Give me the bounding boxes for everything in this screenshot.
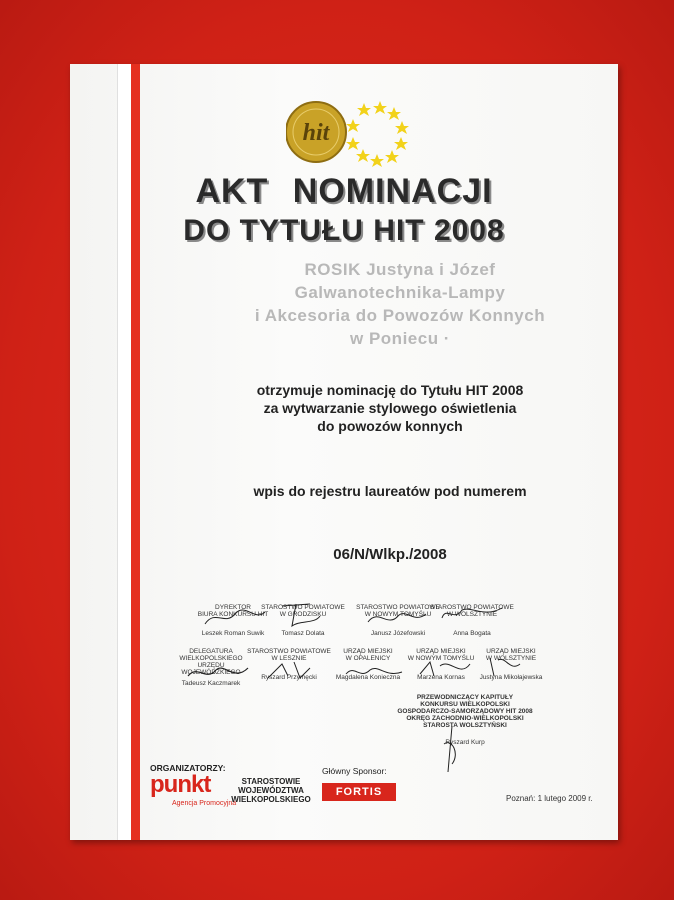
place-date: Poznań: 1 lutego 2009 r. (506, 794, 593, 803)
signature-scribble (432, 724, 472, 774)
signature-title: URZĄD MIEJSKI W OPALENICY (343, 648, 393, 662)
signature-scribble (270, 600, 350, 630)
certificate-subtitle: DO TYTUŁU HIT 2008 (183, 214, 505, 247)
certificate-paper (70, 64, 618, 840)
signature-scribble (195, 604, 275, 630)
signature-scribble (360, 604, 440, 630)
signature-name: Tadeusz Kaczmarek (181, 680, 241, 687)
signature-scribble (432, 602, 512, 628)
signature-scribble (340, 660, 410, 682)
signature-scribble (480, 654, 540, 680)
signature-title: STAROSTWO POWIATOWE W WOLSZTYNIE (430, 604, 514, 618)
signature-title: DELEGATURA WIELKOPOLSKIEGO URZĘDU WOJEWÓDZKIEGO (179, 648, 243, 676)
signature-name: Janusz Józefowski (370, 630, 426, 637)
starostwa-label: STAROSTOWIE WOJEWÓDZTWA WIELKOPOLSKIEGO (231, 777, 311, 804)
emblem-text: hit (302, 120, 330, 146)
signature-title: STAROSTWO POWIATOWE W LESZNIE (247, 648, 331, 662)
punkt-logo: punkt (150, 771, 211, 798)
signature-title: STAROSTWO POWIATOWE W NOWYM TOMYŚLU (356, 604, 440, 618)
chairman-title: PRZEWODNICZĄCY KAPITUŁY KONKURSU WIELKOPOLSKI GOSPODARCZO-SAMORZĄDOWY HIT 2008 OKRĘG ZACHODNIO-WIELKOPOLSKI STAROSTA WOLSZTYŃSKI (397, 694, 533, 729)
signature-title: URZĄD MIEJSKI W WOLSZTYNIE (485, 648, 537, 662)
hit-emblem-logo (286, 97, 416, 167)
recipient-line-4: w Poniecu · (350, 329, 450, 348)
signature-name: Anna Bogata (453, 630, 491, 637)
sponsor-label: Główny Sponsor: (322, 766, 387, 776)
chairman-name: Ryszard Kurp (445, 739, 485, 746)
signature-name: Tomasz Dolata (281, 630, 325, 637)
recipient-line-3: i Akcesoria do Powozów Konnych (254, 306, 546, 325)
signature-name: Justyna Mikołajewska (479, 674, 543, 681)
signature-name: Marzena Kornas (417, 674, 465, 681)
certificate-title: AKT NOMINACJI (195, 172, 493, 210)
recipient-line-2: Galwanotechnika-Lampy (294, 283, 506, 302)
signature-title: STAROSTWO POWIATOWE W GRODZISKU (261, 604, 345, 618)
fortis-logo: FORTIS (322, 783, 396, 801)
signature-title: DYREKTOR BIURA KONKURSU HIT (197, 604, 269, 618)
signature-name: Ryszard Przymęcki (261, 674, 317, 681)
star-ring-icon (346, 101, 409, 167)
statement-line-2: za wytwarzanie stylowego oświetlenia (263, 400, 517, 416)
signature-name: Magdalena Konieczna (335, 674, 401, 681)
signature-scribble (260, 658, 330, 682)
statement-line-3: do powozów konnych (317, 418, 463, 434)
statement-line-1: otrzymuje nominację do Tytułu HIT 2008 (256, 382, 524, 398)
recipient-line-1: ROSIK Justyna i Józef (304, 260, 496, 279)
signature-scribble (182, 660, 262, 686)
punkt-subtitle: Agencja Promocyjna (172, 800, 237, 807)
signature-scribble (410, 656, 480, 682)
registry-text: wpis do rejestru laureatów pod numerem (253, 483, 527, 499)
signature-title: URZĄD MIEJSKI W NOWYM TOMYŚLU (407, 648, 475, 662)
organizers-label: ORGANIZATORZY: (150, 763, 226, 773)
registry-number: 06/N/Wlkp./2008 (333, 546, 447, 563)
signature-name: Leszek Roman Suwik (201, 630, 265, 637)
